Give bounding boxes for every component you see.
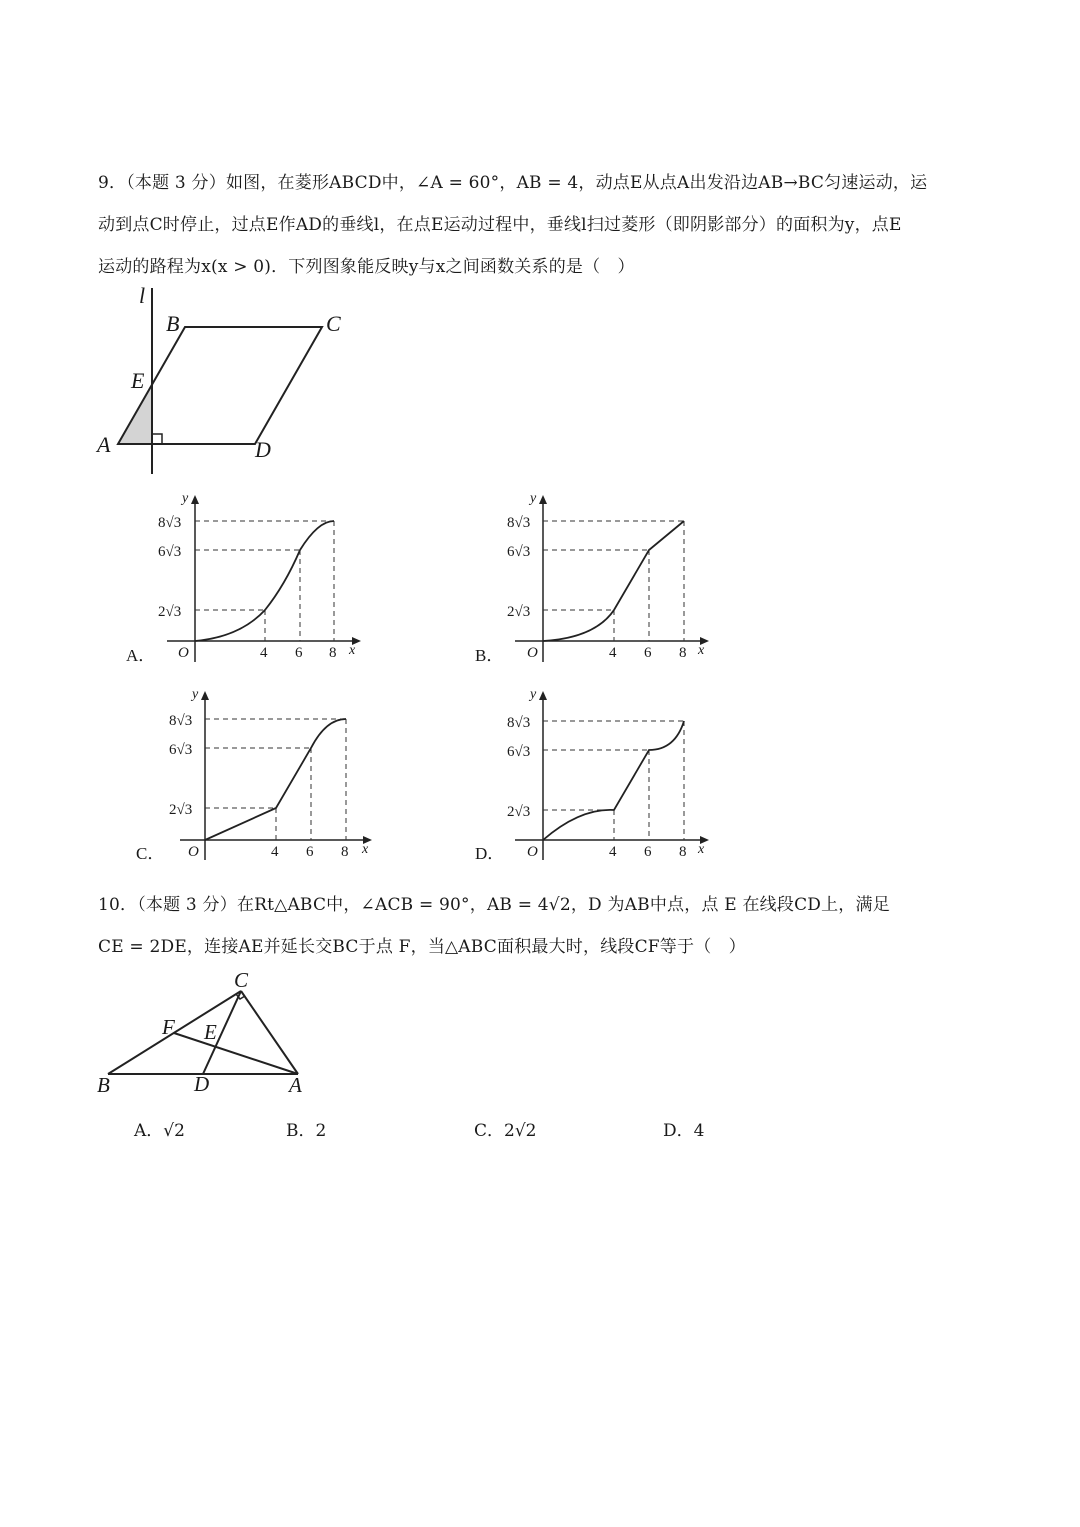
graph-option-a	[120, 490, 370, 670]
label-C: C	[234, 968, 249, 992]
x-tick-8: 8	[679, 645, 687, 661]
label-C: C	[326, 311, 341, 336]
y-tick-8sqrt3: 8√3	[158, 515, 182, 531]
y-tick-8sqrt3: 8√3	[507, 715, 531, 731]
label-A: A	[97, 432, 111, 457]
q10-line-1: 10．（本题 3 分）在Rt△ABC中，∠ACB = 90°，AB = 4√2，D 为AB中点，点 E 在线段CD上，满足	[98, 895, 890, 915]
x-tick-8: 8	[679, 844, 687, 860]
q9-line-2: 动到点C时停止，过点E作AD的垂线l，在点E运动过程中，垂线l扫过菱形（即阴影部分）的面积为y，点E	[98, 215, 902, 235]
label-F: F	[162, 1015, 175, 1039]
q10-option-a[interactable]	[134, 1116, 185, 1141]
q10-option-b-letter: B．	[286, 1121, 316, 1141]
q10-option-a-letter: A．	[134, 1121, 164, 1141]
triangle-figure	[90, 965, 330, 1100]
y-axis-label: y	[192, 687, 199, 702]
x-tick-4: 4	[609, 844, 617, 860]
q10-option-c-letter: C．	[474, 1121, 505, 1141]
q10-option-b-value: 2	[315, 1121, 327, 1141]
y-axis-label: y	[530, 491, 537, 506]
origin-label: O	[527, 844, 538, 860]
x-tick-8: 8	[329, 645, 337, 661]
y-tick-6sqrt3: 6√3	[169, 742, 193, 758]
rhombus-figure	[90, 285, 370, 485]
q10-option-d-value: 4	[693, 1121, 705, 1141]
y-tick-8sqrt3: 8√3	[169, 713, 193, 729]
q9-line-3: 运动的路程为x(x > 0)．下列图象能反映y与x之间函数关系的是（ ）	[98, 257, 635, 277]
q10-option-c[interactable]	[474, 1116, 536, 1141]
x-tick-4: 4	[260, 645, 268, 661]
q10-option-b[interactable]	[286, 1116, 326, 1141]
x-tick-8: 8	[341, 844, 349, 860]
x-tick-6: 6	[306, 844, 314, 860]
x-tick-4: 4	[271, 844, 279, 860]
label-E: E	[131, 368, 145, 393]
option-c-letter: C．	[136, 844, 165, 863]
x-tick-6: 6	[295, 645, 303, 661]
label-l: l	[139, 285, 146, 308]
label-E: E	[204, 1020, 217, 1044]
option-d-letter: D．	[475, 844, 505, 863]
y-tick-6sqrt3: 6√3	[158, 544, 182, 560]
label-D: D	[255, 437, 271, 462]
label-D: D	[194, 1072, 210, 1096]
y-tick-6sqrt3: 6√3	[507, 544, 531, 560]
label-B: B	[166, 311, 180, 336]
graph-option-b	[470, 490, 720, 670]
x-tick-4: 4	[609, 645, 617, 661]
x-axis-label: x	[349, 643, 356, 658]
q9-line-1: 9．（本题 3 分）如图，在菱形ABCD中，∠A = 60°，AB = 4，动点E从点A出发沿边AB→BC匀速运动，运	[98, 173, 928, 193]
y-tick-6sqrt3: 6√3	[507, 744, 531, 760]
q10-option-c-value: 2√2	[504, 1121, 537, 1141]
graph-option-c	[130, 685, 380, 865]
x-tick-6: 6	[644, 645, 652, 661]
y-tick-8sqrt3: 8√3	[507, 515, 531, 531]
q10-option-d[interactable]	[663, 1116, 704, 1141]
x-axis-label: x	[698, 842, 705, 857]
y-tick-2sqrt3: 2√3	[507, 804, 531, 820]
y-tick-2sqrt3: 2√3	[158, 604, 182, 620]
origin-label: O	[188, 844, 199, 860]
origin-label: O	[527, 645, 538, 661]
q10-option-d-letter: D．	[663, 1121, 694, 1141]
option-b-letter: B．	[475, 646, 504, 665]
origin-label: O	[178, 645, 189, 661]
x-tick-6: 6	[644, 844, 652, 860]
y-axis-label: y	[182, 491, 189, 506]
graph-option-d	[470, 685, 720, 865]
label-A: A	[289, 1073, 302, 1097]
q10-option-a-value: √2	[163, 1121, 185, 1141]
y-axis-label: y	[530, 687, 537, 702]
q10-line-2: CE = 2DE，连接AE并延长交BC于点 F，当△ABC面积最大时，线段CF等于（ ）	[98, 937, 746, 957]
x-axis-label: x	[698, 643, 705, 658]
option-a-letter: A．	[126, 646, 156, 665]
label-B: B	[97, 1073, 110, 1097]
y-tick-2sqrt3: 2√3	[507, 604, 531, 620]
x-axis-label: x	[362, 842, 369, 857]
y-tick-2sqrt3: 2√3	[169, 802, 193, 818]
